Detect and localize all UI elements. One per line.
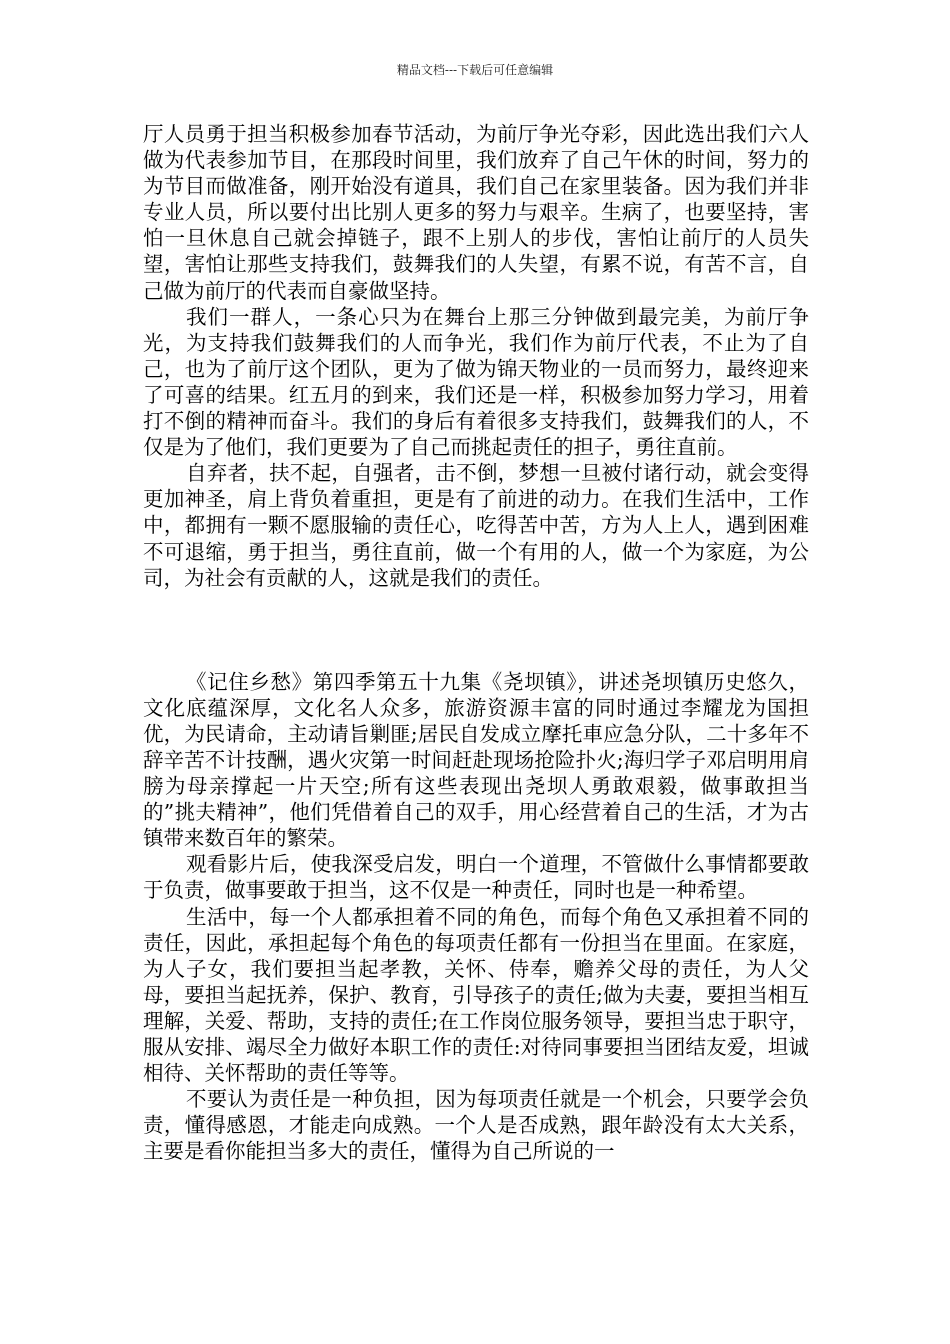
page-header: 精品文档---下载后可任意编辑 [396, 63, 554, 77]
paragraph: 观看影片后，使我深受启发，明白一个道理，不管做什么事情都要敢于负责，做事要敢于担当，这不仅是一种责任，同时也是一种希望。 [143, 852, 809, 903]
paragraph: 生活中，每一个人都承担着不同的角色，而每个角色又承担着不同的责任，因此，承担起每个角色的每项责任都有一份担当在里面。在家庭，为人子女，我们要担当起孝教，关怀、侍奉，赡养父母的责任，为人父母，要担当起抚养，保护、教育，引导孩子的责任;做为夫妻，要担当相互理解，关爱、帮助，支持的责任;在工作岗位服务领导，要担当忠于职守，服从安排、竭尽全力做好本职工作的责任:对待同事要担当团结友爱，坦诚相待、关怀帮助的责任等等。 [143, 904, 809, 1086]
paragraph: 不要认为责任是一种负担，因为每项责任就是一个机会，只要学会负责，懂得感恩，才能走向成熟。一个人是否成熟，跟年龄没有太大关系，主要是看你能担当多大的责任，懂得为自己所说的一 [143, 1087, 809, 1164]
paragraph: 《记住乡愁》第四季第五十九集《尧坝镇》，讲述尧坝镇历史悠久，文化底蕴深厚，文化名人众多，旅游资源丰富的同时通过李耀龙为国担优，为民请命，主动请旨剿匪;居民自发成立摩托車应急分队，二十多年不辞辛苦不计技酬，遇火灾第一时间赶赴现场抢险扑火;海归学子邓启明用肩膀为母亲撑起一片天空;所有这些表现出尧坝人勇敢艰毅，做事敢担当的”挑夫精神”，他们凭借着自己的双手，用心经营着自己的生活，才为古镇带来数百年的繁荣。 [143, 669, 809, 851]
section-gap [143, 591, 809, 669]
paragraph-continued: 厅人员勇于担当积极参加春节活动，为前厅争光夺彩，因此选出我们六人做为代表参加节目，在那段时间里，我们放弃了自己午休的时间，努力的为节目而做准备，刚开始没有道具，我们自己在家里装备。因为我们并非专业人员，所以要付出比别人更多的努力与艰辛。生病了，也要坚持，害怕一旦休息自己就会掉链子，跟不上别人的步伐，害怕让前厅的人员失望，害怕让那些支持我们，鼓舞我们的人失望，有累不说，有苦不言，自己做为前厅的代表而自豪做坚持。 [143, 122, 809, 303]
paragraph: 我们一群人，一条心只为在舞台上那三分钟做到最完美，为前厅争光，为支持我们鼓舞我们的人而争光，我们作为前厅代表，不止为了自己，也为了前厅这个团队，更为了做为锦天物业的一员而努力，最终迎来了可喜的结果。红五月的到来，我们还是一样，积极参加努力学习，用着打不倒的精神而奋斗。我们的身后有着很多支持我们，鼓舞我们的人，不仅是为了他们，我们更要为了自己而挑起责任的担子，勇往直前。 [143, 304, 809, 460]
document-body [143, 121, 809, 1164]
paragraph: 自弃者，扶不起，自强者，击不倒，梦想一旦被付诸行动，就会变得更加神圣，肩上背负着重担，更是有了前进的动力。在我们生活中，工作中，都拥有一颗不愿服输的责任心，吃得苦中苦，方为人上人，遇到困难不可退缩，勇于担当，勇往直前，做一个有用的人，做一个为家庭，为公司，为社会有贡献的人，这就是我们的责任。 [143, 461, 809, 590]
